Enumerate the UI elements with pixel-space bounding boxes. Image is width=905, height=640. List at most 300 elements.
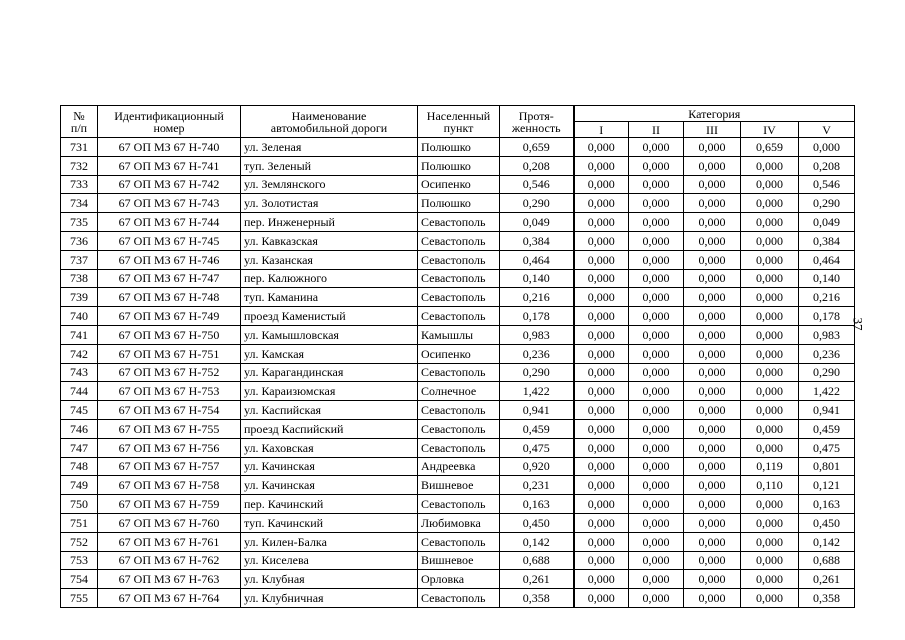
table-header bbox=[61, 106, 855, 138]
category-4-cell: 0,000 bbox=[741, 194, 799, 213]
header-row-number-line2: п/п bbox=[70, 120, 88, 135]
road-name-cell: ул. Землянского bbox=[241, 175, 418, 194]
table-row bbox=[61, 551, 855, 570]
category-4-cell: 0,000 bbox=[741, 401, 799, 420]
category-3-cell: 0,000 bbox=[684, 589, 741, 608]
road-name-cell: туп. Зеленый bbox=[241, 156, 418, 175]
category-2-cell: 0,000 bbox=[629, 570, 684, 589]
row-number-cell: 752 bbox=[61, 532, 98, 551]
category-3-cell: 0,000 bbox=[684, 457, 741, 476]
category-1-cell: 0,000 bbox=[574, 250, 629, 269]
id-number-cell: 67 ОП МЗ 67 Н-742 bbox=[98, 175, 241, 194]
category-5-cell: 0,290 bbox=[799, 194, 855, 213]
locality-cell: Вишневое bbox=[418, 551, 500, 570]
category-5-cell: 0,290 bbox=[799, 363, 855, 382]
length-cell: 1,422 bbox=[500, 382, 574, 401]
category-1-cell: 0,000 bbox=[574, 457, 629, 476]
row-number-cell: 751 bbox=[61, 513, 98, 532]
locality-cell: Осипенко bbox=[418, 344, 500, 363]
road-name-cell: ул. Клубничная bbox=[241, 589, 418, 608]
length-cell: 0,163 bbox=[500, 495, 574, 514]
header-category: Категория bbox=[574, 106, 855, 122]
category-2-cell: 0,000 bbox=[629, 269, 684, 288]
table-row bbox=[61, 401, 855, 420]
category-3-cell: 0,000 bbox=[684, 194, 741, 213]
id-number-cell: 67 ОП МЗ 67 Н-763 bbox=[98, 570, 241, 589]
header-name-line2: автомобильной дороги bbox=[270, 120, 388, 135]
id-number-cell: 67 ОП МЗ 67 Н-747 bbox=[98, 269, 241, 288]
category-3-cell: 0,000 bbox=[684, 344, 741, 363]
locality-cell: Севастополь bbox=[418, 495, 500, 514]
locality-cell: Солнечное bbox=[418, 382, 500, 401]
category-3-cell: 0,000 bbox=[684, 438, 741, 457]
page-number: 37 bbox=[850, 317, 866, 331]
row-number-cell: 738 bbox=[61, 269, 98, 288]
category-3-cell: 0,000 bbox=[684, 570, 741, 589]
road-name-cell: ул. Киселева bbox=[241, 551, 418, 570]
header-category-5: V bbox=[799, 122, 855, 138]
category-5-cell: 0,163 bbox=[799, 495, 855, 514]
table-row bbox=[61, 476, 855, 495]
category-4-cell: 0,000 bbox=[741, 288, 799, 307]
category-1-cell: 0,000 bbox=[574, 495, 629, 514]
length-cell: 0,049 bbox=[500, 213, 574, 232]
header-length bbox=[500, 106, 574, 138]
category-1-cell: 0,000 bbox=[574, 288, 629, 307]
road-name-cell: ул. Камская bbox=[241, 344, 418, 363]
category-3-cell: 0,000 bbox=[684, 532, 741, 551]
category-2-cell: 0,000 bbox=[629, 495, 684, 514]
table-row bbox=[61, 213, 855, 232]
header-road-name bbox=[241, 106, 418, 138]
header-locality bbox=[418, 106, 500, 138]
length-cell: 0,231 bbox=[500, 476, 574, 495]
id-number-cell: 67 ОП МЗ 67 Н-743 bbox=[98, 194, 241, 213]
row-number-cell: 739 bbox=[61, 288, 98, 307]
category-5-cell: 0,121 bbox=[799, 476, 855, 495]
category-1-cell: 0,000 bbox=[574, 570, 629, 589]
id-number-cell: 67 ОП МЗ 67 Н-757 bbox=[98, 457, 241, 476]
row-number-cell: 741 bbox=[61, 325, 98, 344]
category-1-cell: 0,000 bbox=[574, 156, 629, 175]
category-5-cell: 0,140 bbox=[799, 269, 855, 288]
road-name-cell: ул. Качинская bbox=[241, 476, 418, 495]
row-number-cell: 755 bbox=[61, 589, 98, 608]
road-name-cell: туп. Каманина bbox=[241, 288, 418, 307]
row-number-cell: 731 bbox=[61, 138, 98, 157]
road-name-cell: ул. Зеленая bbox=[241, 138, 418, 157]
header-category-3: III bbox=[684, 122, 741, 138]
table-row bbox=[61, 513, 855, 532]
road-name-cell: ул. Камышловская bbox=[241, 325, 418, 344]
category-3-cell: 0,000 bbox=[684, 513, 741, 532]
table-row bbox=[61, 457, 855, 476]
length-cell: 0,216 bbox=[500, 288, 574, 307]
id-number-cell: 67 ОП МЗ 67 Н-750 bbox=[98, 325, 241, 344]
road-name-cell: ул. Казанская bbox=[241, 250, 418, 269]
row-number-cell: 735 bbox=[61, 213, 98, 232]
locality-cell: Севастополь bbox=[418, 231, 500, 250]
table-row bbox=[61, 156, 855, 175]
category-5-cell: 0,941 bbox=[799, 401, 855, 420]
header-id-line2: номер bbox=[153, 120, 185, 135]
category-3-cell: 0,000 bbox=[684, 495, 741, 514]
table-row bbox=[61, 288, 855, 307]
id-number-cell: 67 ОП МЗ 67 Н-748 bbox=[98, 288, 241, 307]
category-5-cell: 0,450 bbox=[799, 513, 855, 532]
id-number-cell: 67 ОП МЗ 67 Н-762 bbox=[98, 551, 241, 570]
category-4-cell: 0,000 bbox=[741, 363, 799, 382]
id-number-cell: 67 ОП МЗ 67 Н-756 bbox=[98, 438, 241, 457]
category-4-cell: 0,000 bbox=[741, 532, 799, 551]
category-5-cell: 0,208 bbox=[799, 156, 855, 175]
row-number-cell: 747 bbox=[61, 438, 98, 457]
id-number-cell: 67 ОП МЗ 67 Н-760 bbox=[98, 513, 241, 532]
category-2-cell: 0,000 bbox=[629, 438, 684, 457]
category-4-cell: 0,000 bbox=[741, 307, 799, 326]
row-number-cell: 744 bbox=[61, 382, 98, 401]
category-4-cell: 0,000 bbox=[741, 513, 799, 532]
table-row bbox=[61, 438, 855, 457]
category-2-cell: 0,000 bbox=[629, 307, 684, 326]
category-4-cell: 0,000 bbox=[741, 156, 799, 175]
category-3-cell: 0,000 bbox=[684, 213, 741, 232]
road-name-cell: ул. Кавказская bbox=[241, 231, 418, 250]
category-3-cell: 0,000 bbox=[684, 156, 741, 175]
length-cell: 0,384 bbox=[500, 231, 574, 250]
header-row-number bbox=[61, 106, 98, 138]
length-cell: 0,450 bbox=[500, 513, 574, 532]
category-3-cell: 0,000 bbox=[684, 250, 741, 269]
table-row bbox=[61, 307, 855, 326]
category-2-cell: 0,000 bbox=[629, 344, 684, 363]
id-number-cell: 67 ОП МЗ 67 Н-758 bbox=[98, 476, 241, 495]
table-row bbox=[61, 269, 855, 288]
id-number-cell: 67 ОП МЗ 67 Н-744 bbox=[98, 213, 241, 232]
length-cell: 0,290 bbox=[500, 194, 574, 213]
locality-cell: Севастополь bbox=[418, 288, 500, 307]
road-name-cell: туп. Качинский bbox=[241, 513, 418, 532]
category-1-cell: 0,000 bbox=[574, 213, 629, 232]
locality-cell: Севастополь bbox=[418, 589, 500, 608]
length-cell: 0,464 bbox=[500, 250, 574, 269]
row-number-cell: 736 bbox=[61, 231, 98, 250]
road-name-cell: ул. Каховская bbox=[241, 438, 418, 457]
table-row bbox=[61, 175, 855, 194]
row-number-cell: 750 bbox=[61, 495, 98, 514]
road-name-cell: ул. Клубная bbox=[241, 570, 418, 589]
locality-cell: Полюшко bbox=[418, 194, 500, 213]
category-1-cell: 0,000 bbox=[574, 438, 629, 457]
length-cell: 0,290 bbox=[500, 363, 574, 382]
id-number-cell: 67 ОП МЗ 67 Н-753 bbox=[98, 382, 241, 401]
id-number-cell: 67 ОП МЗ 67 Н-761 bbox=[98, 532, 241, 551]
header-name-line1: Наименование bbox=[291, 108, 367, 123]
header-locality-line1: Населенный bbox=[426, 108, 491, 123]
category-5-cell: 0,475 bbox=[799, 438, 855, 457]
category-2-cell: 0,000 bbox=[629, 401, 684, 420]
locality-cell: Севастополь bbox=[418, 213, 500, 232]
road-name-cell: ул. Качинская bbox=[241, 457, 418, 476]
id-number-cell: 67 ОП МЗ 67 Н-751 bbox=[98, 344, 241, 363]
category-4-cell: 0,000 bbox=[741, 551, 799, 570]
category-4-cell: 0,000 bbox=[741, 231, 799, 250]
id-number-cell: 67 ОП МЗ 67 Н-740 bbox=[98, 138, 241, 157]
length-cell: 0,208 bbox=[500, 156, 574, 175]
table-row bbox=[61, 138, 855, 157]
category-5-cell: 0,384 bbox=[799, 231, 855, 250]
category-2-cell: 0,000 bbox=[629, 231, 684, 250]
category-5-cell: 0,000 bbox=[799, 138, 855, 157]
length-cell: 0,261 bbox=[500, 570, 574, 589]
table-row bbox=[61, 363, 855, 382]
category-3-cell: 0,000 bbox=[684, 476, 741, 495]
table-body bbox=[61, 138, 855, 608]
category-3-cell: 0,000 bbox=[684, 269, 741, 288]
header-category-2: II bbox=[629, 122, 684, 138]
locality-cell: Севастополь bbox=[418, 363, 500, 382]
category-3-cell: 0,000 bbox=[684, 138, 741, 157]
category-5-cell: 0,358 bbox=[799, 589, 855, 608]
road-name-cell: проезд Каспийский bbox=[241, 419, 418, 438]
road-name-cell: пер. Инженерный bbox=[241, 213, 418, 232]
table-row bbox=[61, 570, 855, 589]
category-4-cell: 0,000 bbox=[741, 213, 799, 232]
category-1-cell: 0,000 bbox=[574, 419, 629, 438]
table-row bbox=[61, 532, 855, 551]
category-4-cell: 0,000 bbox=[741, 495, 799, 514]
category-1-cell: 0,000 bbox=[574, 344, 629, 363]
locality-cell: Любимовка bbox=[418, 513, 500, 532]
category-4-cell: 0,000 bbox=[741, 175, 799, 194]
category-2-cell: 0,000 bbox=[629, 194, 684, 213]
length-cell: 0,688 bbox=[500, 551, 574, 570]
row-number-cell: 754 bbox=[61, 570, 98, 589]
category-5-cell: 0,801 bbox=[799, 457, 855, 476]
road-name-cell: пер. Качинский bbox=[241, 495, 418, 514]
id-number-cell: 67 ОП МЗ 67 Н-755 bbox=[98, 419, 241, 438]
header-category-1: I bbox=[574, 122, 629, 138]
road-name-cell: ул. Караизюмская bbox=[241, 382, 418, 401]
category-4-cell: 0,000 bbox=[741, 344, 799, 363]
id-number-cell: 67 ОП МЗ 67 Н-759 bbox=[98, 495, 241, 514]
locality-cell: Севастополь bbox=[418, 250, 500, 269]
category-5-cell: 1,422 bbox=[799, 382, 855, 401]
category-2-cell: 0,000 bbox=[629, 589, 684, 608]
category-2-cell: 0,000 bbox=[629, 457, 684, 476]
row-number-cell: 737 bbox=[61, 250, 98, 269]
category-4-cell: 0,119 bbox=[741, 457, 799, 476]
row-number-cell: 749 bbox=[61, 476, 98, 495]
category-4-cell: 0,000 bbox=[741, 250, 799, 269]
category-1-cell: 0,000 bbox=[574, 382, 629, 401]
category-5-cell: 0,178 bbox=[799, 307, 855, 326]
id-number-cell: 67 ОП МЗ 67 Н-741 bbox=[98, 156, 241, 175]
category-2-cell: 0,000 bbox=[629, 250, 684, 269]
category-3-cell: 0,000 bbox=[684, 231, 741, 250]
category-5-cell: 0,464 bbox=[799, 250, 855, 269]
length-cell: 0,236 bbox=[500, 344, 574, 363]
table-row bbox=[61, 589, 855, 608]
length-cell: 0,178 bbox=[500, 307, 574, 326]
row-number-cell: 742 bbox=[61, 344, 98, 363]
category-3-cell: 0,000 bbox=[684, 382, 741, 401]
length-cell: 0,546 bbox=[500, 175, 574, 194]
length-cell: 0,941 bbox=[500, 401, 574, 420]
header-id-line1: Идентификационный bbox=[114, 108, 224, 123]
id-number-cell: 67 ОП МЗ 67 Н-745 bbox=[98, 231, 241, 250]
table-row bbox=[61, 382, 855, 401]
header-category-4: IV bbox=[741, 122, 799, 138]
header-length-line1: Протя- bbox=[518, 108, 554, 123]
length-cell: 0,983 bbox=[500, 325, 574, 344]
category-1-cell: 0,000 bbox=[574, 325, 629, 344]
row-number-cell: 733 bbox=[61, 175, 98, 194]
road-name-cell: ул. Золотистая bbox=[241, 194, 418, 213]
road-name-cell: проезд Каменистый bbox=[241, 307, 418, 326]
category-5-cell: 0,546 bbox=[799, 175, 855, 194]
category-4-cell: 0,000 bbox=[741, 570, 799, 589]
length-cell: 0,358 bbox=[500, 589, 574, 608]
row-number-cell: 743 bbox=[61, 363, 98, 382]
category-2-cell: 0,000 bbox=[629, 476, 684, 495]
category-3-cell: 0,000 bbox=[684, 551, 741, 570]
category-5-cell: 0,142 bbox=[799, 532, 855, 551]
category-5-cell: 0,688 bbox=[799, 551, 855, 570]
category-3-cell: 0,000 bbox=[684, 288, 741, 307]
category-2-cell: 0,000 bbox=[629, 532, 684, 551]
category-1-cell: 0,000 bbox=[574, 476, 629, 495]
category-2-cell: 0,000 bbox=[629, 551, 684, 570]
locality-cell: Севастополь bbox=[418, 307, 500, 326]
category-4-cell: 0,000 bbox=[741, 419, 799, 438]
category-2-cell: 0,000 bbox=[629, 138, 684, 157]
category-5-cell: 0,236 bbox=[799, 344, 855, 363]
length-cell: 0,920 bbox=[500, 457, 574, 476]
road-name-cell: пер. Калюжного bbox=[241, 269, 418, 288]
locality-cell: Севастополь bbox=[418, 269, 500, 288]
category-2-cell: 0,000 bbox=[629, 419, 684, 438]
row-number-cell: 745 bbox=[61, 401, 98, 420]
category-5-cell: 0,459 bbox=[799, 419, 855, 438]
row-number-cell: 753 bbox=[61, 551, 98, 570]
category-4-cell: 0,000 bbox=[741, 325, 799, 344]
category-3-cell: 0,000 bbox=[684, 401, 741, 420]
category-1-cell: 0,000 bbox=[574, 194, 629, 213]
category-1-cell: 0,000 bbox=[574, 307, 629, 326]
locality-cell: Севастополь bbox=[418, 438, 500, 457]
category-1-cell: 0,000 bbox=[574, 532, 629, 551]
category-1-cell: 0,000 bbox=[574, 175, 629, 194]
category-2-cell: 0,000 bbox=[629, 513, 684, 532]
category-3-cell: 0,000 bbox=[684, 175, 741, 194]
category-1-cell: 0,000 bbox=[574, 231, 629, 250]
locality-cell: Андреевка bbox=[418, 457, 500, 476]
id-number-cell: 67 ОП МЗ 67 Н-754 bbox=[98, 401, 241, 420]
category-4-cell: 0,000 bbox=[741, 438, 799, 457]
header-id-number bbox=[98, 106, 241, 138]
category-2-cell: 0,000 bbox=[629, 325, 684, 344]
category-2-cell: 0,000 bbox=[629, 156, 684, 175]
category-1-cell: 0,000 bbox=[574, 401, 629, 420]
table-row bbox=[61, 194, 855, 213]
table-row bbox=[61, 344, 855, 363]
category-5-cell: 0,216 bbox=[799, 288, 855, 307]
road-name-cell: ул. Каспийская bbox=[241, 401, 418, 420]
length-cell: 0,140 bbox=[500, 269, 574, 288]
category-3-cell: 0,000 bbox=[684, 307, 741, 326]
header-locality-line2: пункт bbox=[443, 120, 474, 135]
locality-cell: Осипенко bbox=[418, 175, 500, 194]
table-row bbox=[61, 325, 855, 344]
locality-cell: Орловка bbox=[418, 570, 500, 589]
category-1-cell: 0,000 bbox=[574, 363, 629, 382]
roads-table bbox=[60, 105, 855, 608]
category-1-cell: 0,000 bbox=[574, 269, 629, 288]
road-name-cell: ул. Карагандинская bbox=[241, 363, 418, 382]
category-2-cell: 0,000 bbox=[629, 175, 684, 194]
category-4-cell: 0,110 bbox=[741, 476, 799, 495]
category-4-cell: 0,000 bbox=[741, 269, 799, 288]
locality-cell: Севастополь bbox=[418, 532, 500, 551]
category-2-cell: 0,000 bbox=[629, 213, 684, 232]
header-row-number-line1: № bbox=[73, 108, 85, 123]
category-3-cell: 0,000 bbox=[684, 363, 741, 382]
category-2-cell: 0,000 bbox=[629, 288, 684, 307]
length-cell: 0,142 bbox=[500, 532, 574, 551]
id-number-cell: 67 ОП МЗ 67 Н-752 bbox=[98, 363, 241, 382]
row-number-cell: 732 bbox=[61, 156, 98, 175]
category-3-cell: 0,000 bbox=[684, 419, 741, 438]
category-1-cell: 0,000 bbox=[574, 513, 629, 532]
category-2-cell: 0,000 bbox=[629, 363, 684, 382]
road-name-cell: ул. Килен-Балка bbox=[241, 532, 418, 551]
id-number-cell: 67 ОП МЗ 67 Н-746 bbox=[98, 250, 241, 269]
category-4-cell: 0,000 bbox=[741, 382, 799, 401]
table-row bbox=[61, 231, 855, 250]
table-row bbox=[61, 495, 855, 514]
category-1-cell: 0,000 bbox=[574, 138, 629, 157]
table-row bbox=[61, 250, 855, 269]
category-4-cell: 0,000 bbox=[741, 589, 799, 608]
category-5-cell: 0,049 bbox=[799, 213, 855, 232]
locality-cell: Вишневое bbox=[418, 476, 500, 495]
category-2-cell: 0,000 bbox=[629, 382, 684, 401]
locality-cell: Севастополь bbox=[418, 401, 500, 420]
row-number-cell: 748 bbox=[61, 457, 98, 476]
row-number-cell: 740 bbox=[61, 307, 98, 326]
category-1-cell: 0,000 bbox=[574, 589, 629, 608]
length-cell: 0,459 bbox=[500, 419, 574, 438]
category-4-cell: 0,659 bbox=[741, 138, 799, 157]
header-length-line2: женность bbox=[511, 120, 561, 135]
category-5-cell: 0,261 bbox=[799, 570, 855, 589]
locality-cell: Полюшко bbox=[418, 138, 500, 157]
row-number-cell: 746 bbox=[61, 419, 98, 438]
row-number-cell: 734 bbox=[61, 194, 98, 213]
id-number-cell: 67 ОП МЗ 67 Н-749 bbox=[98, 307, 241, 326]
locality-cell: Севастополь bbox=[418, 419, 500, 438]
category-1-cell: 0,000 bbox=[574, 551, 629, 570]
locality-cell: Камышлы bbox=[418, 325, 500, 344]
category-5-cell: 0,983 bbox=[799, 325, 855, 344]
table-row bbox=[61, 419, 855, 438]
locality-cell: Полюшко bbox=[418, 156, 500, 175]
category-3-cell: 0,000 bbox=[684, 325, 741, 344]
length-cell: 0,659 bbox=[500, 138, 574, 157]
length-cell: 0,475 bbox=[500, 438, 574, 457]
id-number-cell: 67 ОП МЗ 67 Н-764 bbox=[98, 589, 241, 608]
